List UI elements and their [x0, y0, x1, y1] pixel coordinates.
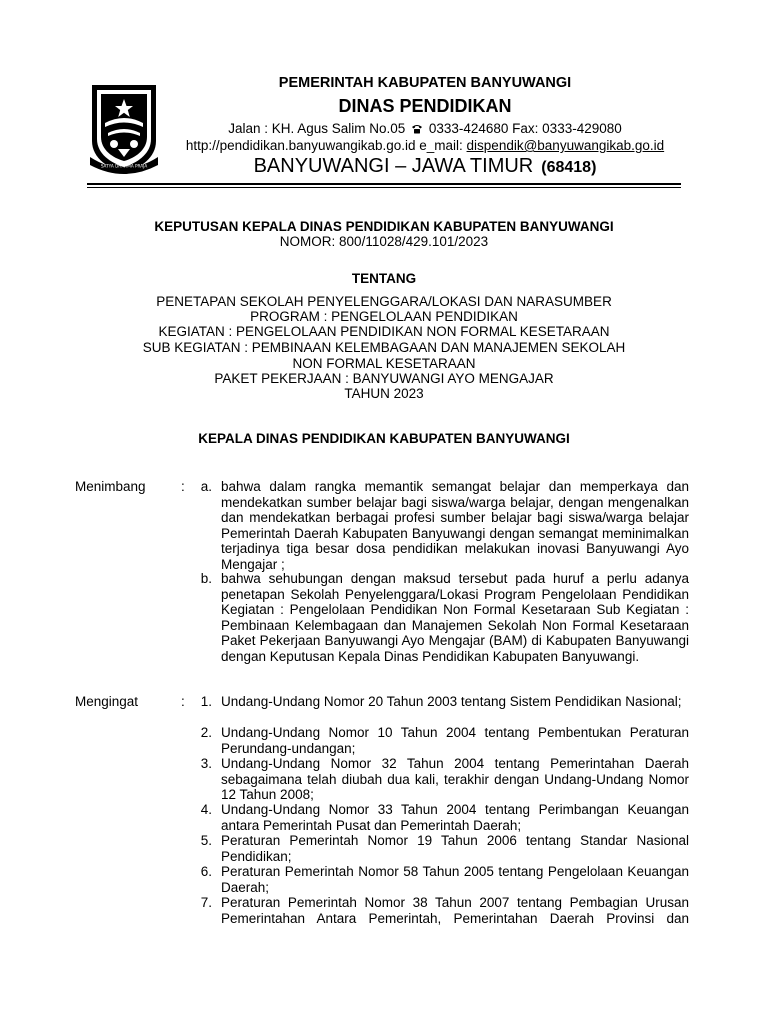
subject-line: KEGIATAN : PENGELOLAAN PENDIDIKAN NON FORMAL KESETARAAN	[158, 324, 610, 339]
list-item: Undang-Undang Nomor 33 Tahun 2004 tentang Perimbangan Keuangan antara Pemerintah Pusat dan Pemerintah Daerah;	[221, 802, 689, 833]
decree-title: KEPUTUSAN KEPALA DINAS PENDIDIKAN KABUPATEN BANYUWANGI	[154, 219, 614, 234]
government-name: PEMERINTAH KABUPATEN BANYUWANGI	[278, 75, 572, 91]
tentang-heading: TENTANG	[351, 271, 417, 286]
list-item: bahwa sehubungan dengan maksud tersebut pada huruf a perlu adanya penetapan Sekolah Penyelenggara/Lokasi Program Pengelolaan Pendidikan Kegiatan : Pengelolaan Pendidikan Non Formal Kesetaraan Sub Kegiatan : Pembinaan Kelembagaan dan Manajemen Sekolah Non Formal Kesetaraan Paket Pekerjaan Banyuwangi Ayo Mengajar (BAM) di Kabupaten Banyuwangi dengan Keputusan Kepala Dinas Pendidikan Kabupaten Banyuwangi.	[221, 571, 689, 664]
list-item: Peraturan Pemerintah Nomor 38 Tahun 2007 tentang Pembagian Urusan Pemerintahan Antara Pemerintah, Pemerintahan Daerah Provinsi dan	[221, 895, 689, 926]
list-item: Peraturan Pemerintah Nomor 58 Tahun 2005 tentang Pengelolaan Keuangan Daerah;	[221, 864, 689, 895]
phone-icon	[411, 123, 423, 134]
mengingat-label: Mengingat	[75, 694, 139, 709]
letterhead-divider-thin	[87, 187, 681, 188]
list-item: Undang-Undang Nomor 20 Tahun 2003 tentang Sistem Pendidikan Nasional;	[221, 694, 682, 709]
subject-line: PAKET PEKERJAAN : BANYUWANGI AYO MENGAJAR	[214, 371, 554, 386]
subject-line: SUB KEGIATAN : PEMBINAAN KELEMBAGAAN DAN MANAJEMEN SEKOLAH	[142, 340, 626, 355]
regency-logo	[88, 83, 160, 175]
list-marker: 4.	[200, 802, 212, 817]
web-email-line	[160, 138, 690, 153]
logo-motto: SATYA DHARMA PRAJA	[100, 163, 148, 169]
letterhead-divider	[87, 183, 681, 185]
address-text: Jalan : KH. Agus Salim No.05	[228, 121, 406, 136]
list-marker: 2.	[200, 725, 212, 740]
list-item: Peraturan Pemerintah Nomor 19 Tahun 2006 tentang Standar Nasional Pendidikan;	[221, 833, 689, 864]
list-marker: 5.	[200, 833, 212, 848]
subject-line: PENETAPAN SEKOLAH PENYELENGGARA/LOKASI DAN NARASUMBER	[156, 294, 612, 309]
address-line	[160, 121, 690, 136]
email-link[interactable]: dispendik@banyuwangikab.go.id	[466, 138, 665, 153]
list-marker: b.	[200, 571, 212, 586]
list-marker: 3.	[200, 756, 212, 771]
issuer-heading: KEPALA DINAS PENDIDIKAN KABUPATEN BANYUWANGI	[198, 431, 570, 446]
website-text[interactable]: http://pendidikan.banyuwangikab.go.id e_mail:	[185, 138, 467, 153]
city-name: BANYUWANGI – JAWA TIMUR	[253, 155, 534, 177]
list-item: Undang-Undang Nomor 10 Tahun 2004 tentang Pembentukan Peraturan Perundang-undangan;	[221, 725, 689, 756]
list-marker: a.	[200, 479, 212, 494]
office-name: DINAS PENDIDIKAN	[338, 96, 512, 116]
list-marker: 1.	[200, 694, 212, 709]
city-line	[160, 155, 690, 178]
list-marker: 7.	[200, 895, 212, 910]
phone-fax-text: 0333-424680 Fax: 0333-429080	[428, 121, 622, 136]
menimbang-colon: :	[181, 479, 185, 494]
decree-number: NOMOR: 800/11028/429.101/2023	[279, 234, 489, 249]
list-item: Undang-Undang Nomor 32 Tahun 2004 tentang Pemerintahan Daerah sebagaimana telah diubah dua kali, terakhir dengan Undang-Undang Nomor 12 Tahun 2008;	[221, 756, 689, 803]
menimbang-label: Menimbang	[75, 479, 146, 494]
list-marker: 6.	[200, 864, 212, 879]
subject-line: PROGRAM : PENGELOLAAN PENDIDIKAN	[250, 309, 518, 324]
mengingat-colon: :	[181, 694, 185, 709]
subject-line: NON FORMAL KESETARAAN	[292, 356, 476, 371]
list-item: bahwa dalam rangka memantik semangat belajar dan memperkaya dan mendekatkan sumber belajar bagi siswa/warga belajar, dengan mengenalkan dan mendekatkan berbagai profesi sumber belajar bagi siswa/warga belajar Pemerintah Daerah Kabupaten Banyuwangi dengan semangat meminimalkan terjadinya tiga besar dosa pendidikan melakukan inovasi Banyuwangi Ayo Mengajar ;	[221, 479, 689, 572]
subject-line: TAHUN 2023	[344, 386, 424, 401]
postal-code: (68418)	[541, 159, 597, 176]
